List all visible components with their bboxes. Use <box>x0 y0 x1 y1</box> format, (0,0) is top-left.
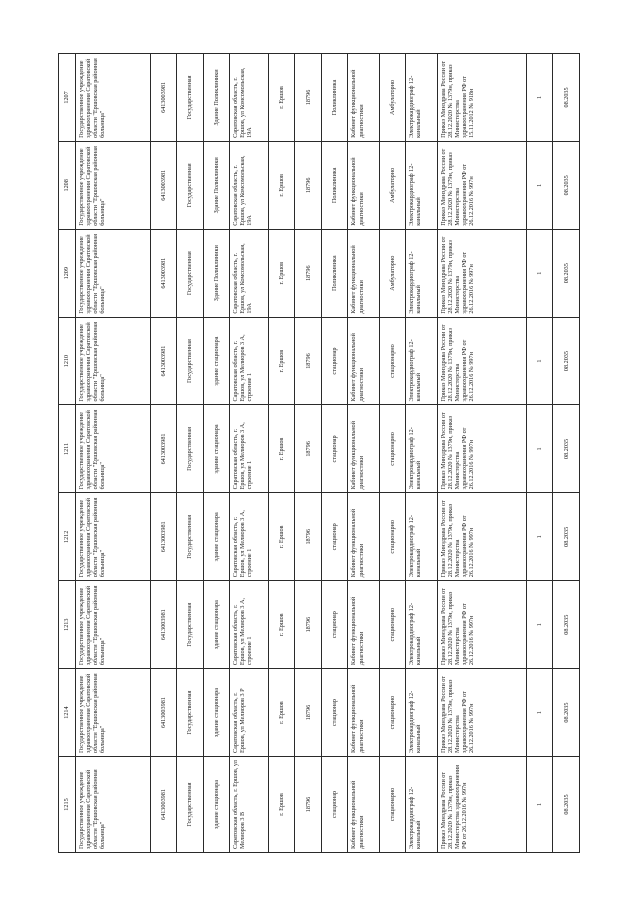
cell-care: стационарно <box>379 317 406 405</box>
cell-qty: 1 <box>526 317 553 405</box>
cell-dept: Поликлиника <box>321 141 348 229</box>
row-care <box>379 54 406 853</box>
cell-room: Кабинет функциональной диагностики <box>348 317 379 405</box>
cell-id: 1215 <box>59 757 76 853</box>
row-zip <box>295 54 322 853</box>
cell-org: Государственное учреждение здравоохранения Саратовской области "Ершовская районная больница" <box>75 317 150 405</box>
cell-order: Приказ Минздрава России от 28.12.2020 № 1379н, приказ Министерства здравоохранения РФ от 26.12.2016 № 997н <box>437 229 526 317</box>
cell-dept: Поликлиника <box>321 54 348 142</box>
cell-order: Приказ Минздрава России от 28.12.2020 № 1379н, приказ Министерства здравоохранения РФ от 26.12.2016 № 997н <box>437 317 526 405</box>
cell-dept: Поликлиника <box>321 229 348 317</box>
cell-address: Саратовская область, г. Ершов, ул Комсомольская, 19А <box>230 54 269 142</box>
cell-inn: 6413003981 <box>150 229 177 317</box>
row-inn <box>150 54 177 853</box>
cell-date: 08.2035 <box>553 54 580 142</box>
cell-device: Электрокардиограф 12-канальный <box>406 229 437 317</box>
cell-date: 08.2035 <box>553 757 580 853</box>
cell-qty: 1 <box>526 581 553 669</box>
cell-dept: стационар <box>321 405 348 493</box>
cell-address: Саратовская область, г. Ершов, ул Мелиоров 3 А, строение 1 <box>230 493 269 581</box>
row-building <box>203 54 230 853</box>
cell-city: г. Ершов <box>268 757 295 853</box>
cell-care: стационарно <box>379 757 406 853</box>
cell-building: здание стационара <box>203 405 230 493</box>
cell-care: стационарно <box>379 581 406 669</box>
cell-address: Саратовская область, г. Ершов, ул Мелиоров 3 А, строение 1 <box>230 405 269 493</box>
cell-org: Государственное учреждение здравоохранения Саратовской области "Ершовская районная больница" <box>75 581 150 669</box>
cell-city: г. Ершов <box>268 581 295 669</box>
cell-room: Кабинет функциональной диагностики <box>348 405 379 493</box>
cell-inn: 6413003981 <box>150 405 177 493</box>
cell-inn: 6413003981 <box>150 757 177 853</box>
cell-city: г. Ершов <box>268 493 295 581</box>
cell-dept: стационар <box>321 493 348 581</box>
cell-device: Электрокардиограф 12-канальный <box>406 405 437 493</box>
cell-ownership: Государственная <box>177 317 204 405</box>
cell-zip: 18796 <box>295 757 322 853</box>
cell-care: стационарно <box>379 669 406 757</box>
cell-building: Здание Поликлиники <box>203 229 230 317</box>
cell-order: Приказ Минздрава России от 28.12.2020 № 1379н, приказ Министерства здравоохранения РФ от 26.12.2016 № 997н <box>437 493 526 581</box>
cell-date: 08.2035 <box>553 317 580 405</box>
cell-address: Саратовская область, г. Ершов, ул Мелиоров 3 Р <box>230 669 269 757</box>
cell-order: Приказ Минздрава России от 28.12.2020 № 1379н, приказ Министерства здравоохранения РФ от 26.12.2016 № 997н <box>437 405 526 493</box>
cell-zip: 18796 <box>295 669 322 757</box>
cell-city: г. Ершов <box>268 669 295 757</box>
row-address <box>230 54 269 853</box>
cell-address: Саратовская область, г. Ершов, ул Комсомольская, 19А <box>230 141 269 229</box>
cell-inn: 6413003981 <box>150 54 177 142</box>
cell-zip: 18796 <box>295 405 322 493</box>
row-date <box>553 54 580 853</box>
cell-inn: 6413003981 <box>150 669 177 757</box>
cell-date: 08.2035 <box>553 141 580 229</box>
cell-address: Саратовская область, г. Ершов, ул Мелиоров 3 А, строение 1 <box>230 317 269 405</box>
cell-org: Государственное учреждение здравоохранения Саратовской области "Ершовская районная больница" <box>75 757 150 853</box>
cell-room: Кабинет функциональной диагностики <box>348 54 379 142</box>
cell-ownership: Государственная <box>177 141 204 229</box>
cell-org: Государственное учреждение здравоохранения Саратовской области "Ершовская районная больница" <box>75 229 150 317</box>
cell-device: Электрокардиограф 12-канальный <box>406 317 437 405</box>
cell-zip: 18796 <box>295 141 322 229</box>
cell-building: здание стационара <box>203 669 230 757</box>
cell-zip: 18796 <box>295 317 322 405</box>
cell-zip: 18796 <box>295 229 322 317</box>
cell-order: Приказ Минздрава России от 28.12.2020 № 1379н, приказ Министерства здравоохранения РФ от 26.12.2016 № 997н <box>437 141 526 229</box>
cell-address: Саратовская область, г. Ершов, ул Мелиоров 3 В <box>230 757 269 853</box>
row-ownership <box>177 54 204 853</box>
row-dept <box>321 54 348 853</box>
cell-qty: 1 <box>526 405 553 493</box>
row-order <box>437 54 526 853</box>
cell-qty: 1 <box>526 669 553 757</box>
cell-city: г. Ершов <box>268 229 295 317</box>
row-qty <box>526 54 553 853</box>
cell-date: 08.2035 <box>553 405 580 493</box>
cell-address: Саратовская область, г. Ершов, ул Комсомольская, 19А <box>230 229 269 317</box>
cell-building: здание стационара <box>203 317 230 405</box>
rotated-table-wrapper <box>58 53 580 853</box>
cell-qty: 1 <box>526 229 553 317</box>
cell-care: стационарно <box>379 405 406 493</box>
cell-date: 08.2035 <box>553 493 580 581</box>
cell-city: г. Ершов <box>268 141 295 229</box>
cell-id: 1210 <box>59 317 76 405</box>
cell-building: здание стационара <box>203 493 230 581</box>
cell-building: здание стационара <box>203 581 230 669</box>
row-room <box>348 54 379 853</box>
cell-care: стационарно <box>379 493 406 581</box>
cell-ownership: Государственная <box>177 757 204 853</box>
cell-device: Электрокардиограф 12-канальный <box>406 669 437 757</box>
cell-care: Амбулаторно <box>379 54 406 142</box>
cell-inn: 6413003981 <box>150 317 177 405</box>
cell-ownership: Государственная <box>177 405 204 493</box>
cell-address: Саратовская область, г. Ершов, ул Мелиоров 3 А, строение 1 <box>230 581 269 669</box>
cell-ownership: Государственная <box>177 581 204 669</box>
cell-device: Электрокардиограф 12-канальный <box>406 581 437 669</box>
cell-date: 08.2035 <box>553 669 580 757</box>
cell-dept: стационар <box>321 757 348 853</box>
row-org <box>75 54 150 853</box>
equipment-table <box>58 53 580 853</box>
cell-care: Амбулаторно <box>379 141 406 229</box>
cell-ownership: Государственная <box>177 493 204 581</box>
cell-building: Здание Поликлиники <box>203 141 230 229</box>
cell-ownership: Государственная <box>177 229 204 317</box>
cell-id: 1211 <box>59 405 76 493</box>
cell-building: Здание Поликлиники <box>203 54 230 142</box>
cell-room: Кабинет функциональной диагностики <box>348 757 379 853</box>
cell-room: Кабинет функциональной диагностики <box>348 141 379 229</box>
row-device <box>406 54 437 853</box>
cell-zip: 18796 <box>295 493 322 581</box>
cell-device: Электрокардиограф 12-канальный <box>406 141 437 229</box>
cell-ownership: Государственная <box>177 669 204 757</box>
cell-device: Электрокардиограф 12-канальный <box>406 54 437 142</box>
cell-org: Государственное учреждение здравоохранения Саратовской области "Ершовская районная больница" <box>75 493 150 581</box>
cell-city: г. Ершов <box>268 317 295 405</box>
cell-id: 1212 <box>59 493 76 581</box>
cell-id: 1209 <box>59 229 76 317</box>
cell-qty: 1 <box>526 141 553 229</box>
cell-zip: 18796 <box>295 581 322 669</box>
cell-org: Государственное учреждение здравоохранения Саратовской области "Ершовская районная больница" <box>75 141 150 229</box>
cell-room: Кабинет функциональной диагностики <box>348 669 379 757</box>
cell-org: Государственное учреждение здравоохранения Саратовской области "Ершовская районная больница" <box>75 405 150 493</box>
cell-id: 1213 <box>59 581 76 669</box>
cell-org: Государственное учреждение здравоохранения Саратовской области "Ершовская районная больница" <box>75 54 150 142</box>
cell-room: Кабинет функциональной диагностики <box>348 581 379 669</box>
row-id <box>59 54 76 853</box>
cell-org: Государственное учреждение здравоохранения Саратовской области "Ершовская районная больница" <box>75 669 150 757</box>
cell-dept: стационар <box>321 581 348 669</box>
cell-room: Кабинет функциональной диагностики <box>348 229 379 317</box>
cell-city: г. Ершов <box>268 54 295 142</box>
cell-care: Амбулаторно <box>379 229 406 317</box>
cell-qty: 1 <box>526 493 553 581</box>
cell-inn: 6413003981 <box>150 141 177 229</box>
cell-id: 1207 <box>59 54 76 142</box>
cell-order: Приказ Минздрава России от 28.12.2020 № 1379н, приказ Министерства здравоохранения РФ от 26.12.2016 № 997н <box>437 581 526 669</box>
row-city <box>268 54 295 853</box>
cell-order: Приказ Минздрава России от 28.12.2020 № 1379н, приказ Министерства здравоохранения РФ от 15.11.2012 № 918н <box>437 54 526 142</box>
cell-qty: 1 <box>526 54 553 142</box>
cell-zip: 18796 <box>295 54 322 142</box>
cell-dept: стационар <box>321 669 348 757</box>
cell-qty: 1 <box>526 757 553 853</box>
cell-order: Приказ Минздрава России от 28.12.2020 № 1379н, приказ Министерства здравоохранения РФ от 26.12.2016 № 997н <box>437 669 526 757</box>
cell-inn: 6413003981 <box>150 581 177 669</box>
cell-device: Электрокардиограф 12-канальный <box>406 493 437 581</box>
cell-inn: 6413003981 <box>150 493 177 581</box>
cell-date: 08.2035 <box>553 581 580 669</box>
cell-date: 08.2035 <box>553 229 580 317</box>
cell-city: г. Ершов <box>268 405 295 493</box>
cell-ownership: Государственная <box>177 54 204 142</box>
cell-device: Электрокардиограф 12-канальный <box>406 757 437 853</box>
cell-id: 1208 <box>59 141 76 229</box>
cell-building: здание стационара <box>203 757 230 853</box>
cell-room: Кабинет функциональной диагностики <box>348 493 379 581</box>
cell-order: Приказ Минздрава России от 28.12.2020 № 1379н, приказ Министерства здравоохранения РФ от 26.12.2016 № 997н <box>437 757 526 853</box>
cell-id: 1214 <box>59 669 76 757</box>
cell-dept: стационар <box>321 317 348 405</box>
